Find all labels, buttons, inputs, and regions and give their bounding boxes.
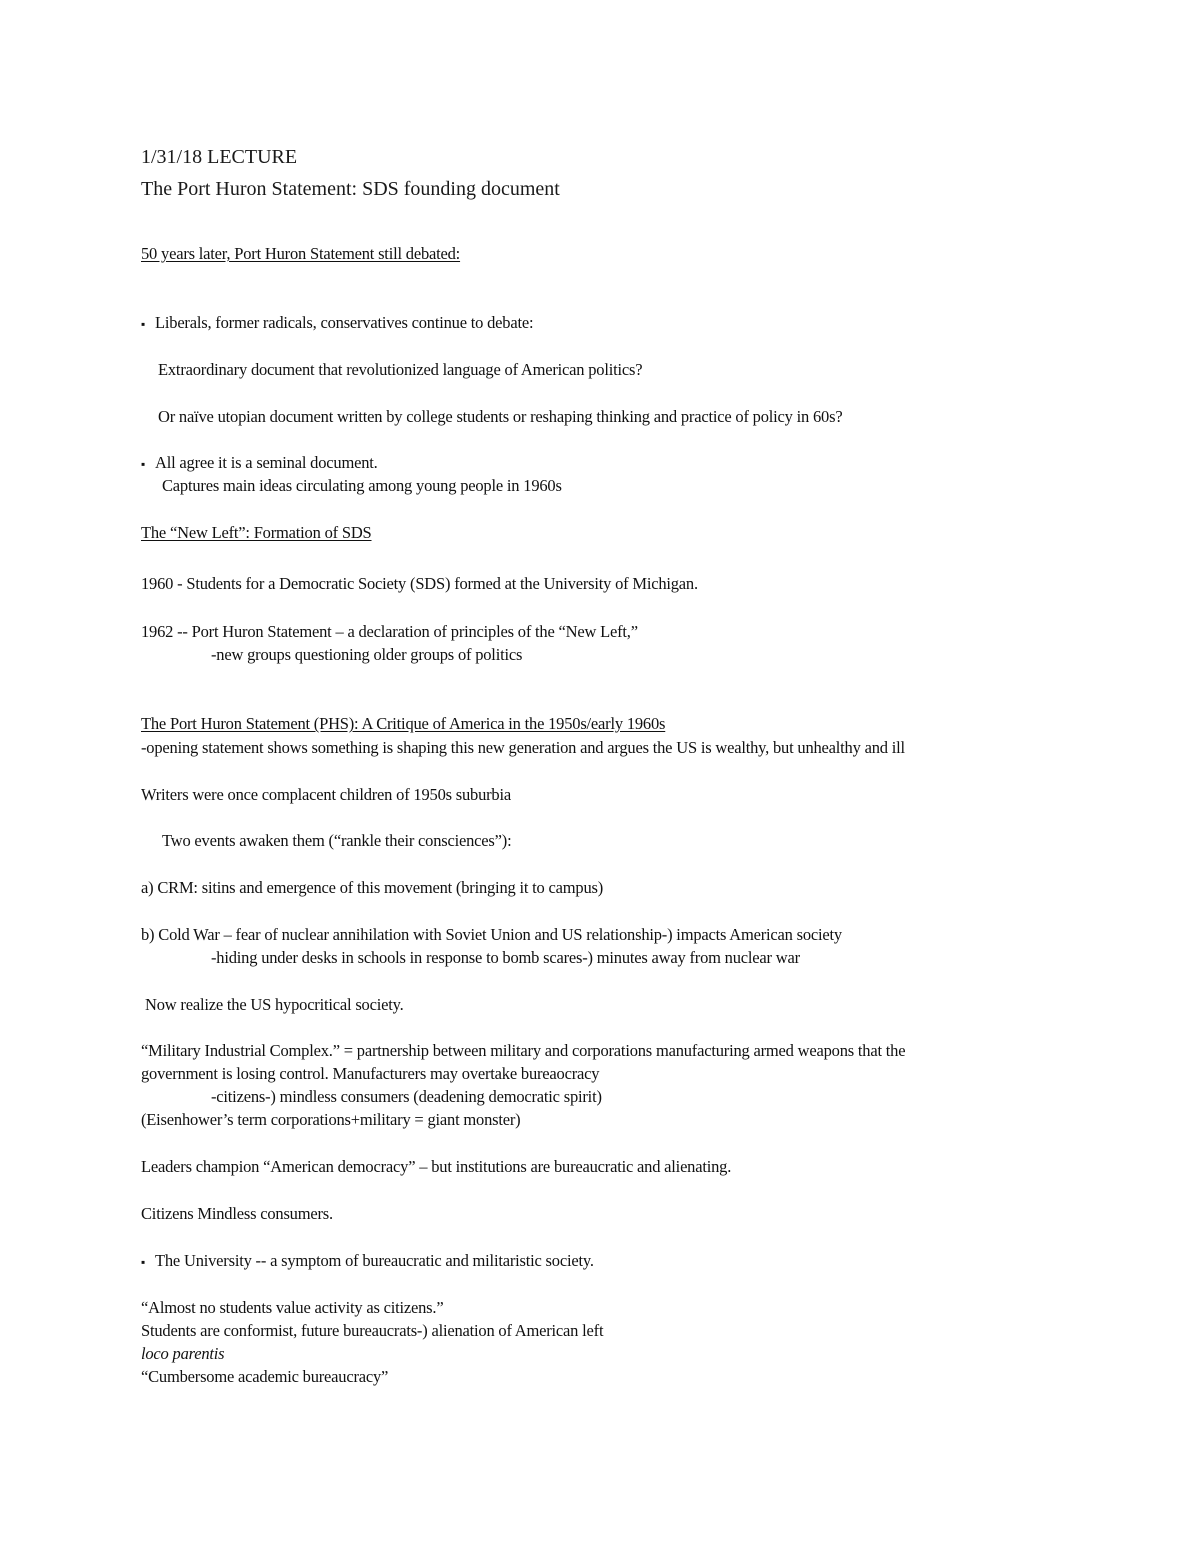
bullet-university [141, 1251, 594, 1272]
bullet-liberals [141, 313, 533, 334]
bullet-university-text: The University -- a symptom of bureaucratic and militaristic society. [155, 1251, 594, 1270]
phs-heading: The Port Huron Statement (PHS): A Critique of America in the 1950s/early 1960s [141, 714, 666, 733]
loco-parentis-line: loco parentis [141, 1344, 225, 1363]
eisenhower-line: (Eisenhower’s term corporations+military = giant monster) [141, 1110, 521, 1129]
bullet-icon: ▪ [141, 1255, 146, 1269]
writers-line: Writers were once complacent children of 1950s suburbia [141, 785, 511, 804]
bullet-all-agree [141, 453, 378, 474]
naive-line: Or naïve utopian document written by college students or reshaping thinking and practice of policy in 60s? [158, 407, 843, 426]
leaders-line: Leaders champion “American democracy” – but institutions are bureaucratic and alienating. [141, 1157, 732, 1176]
now-realize-line: Now realize the US hypocritical society. [145, 995, 404, 1014]
mic-line-1: “Military Industrial Complex.” = partnership between military and corporations manufacturing armed weapons that the [141, 1041, 906, 1060]
new-left-heading: The “New Left”: Formation of SDS [141, 523, 372, 542]
citizens-line: Citizens Mindless consumers. [141, 1204, 333, 1223]
debated-heading: 50 years later, Port Huron Statement still debated: [141, 244, 461, 263]
year-1962-line: 1962 -- Port Huron Statement – a declaration of principles of the “New Left,” [141, 622, 638, 641]
bullet-icon: ▪ [141, 317, 146, 331]
document-subtitle: The Port Huron Statement: SDS founding document [141, 178, 560, 200]
citizens-mindless-line: -citizens-) mindless consumers (deadening democratic spirit) [211, 1087, 602, 1106]
bullet-liberals-text: Liberals, former radicals, conservatives continue to debate: [155, 313, 534, 332]
two-events-line: Two events awaken them (“rankle their consciences”): [162, 831, 512, 850]
new-groups-line: -new groups questioning older groups of politics [211, 645, 523, 664]
cumbersome-line: “Cumbersome academic bureaucracy” [141, 1367, 389, 1386]
crm-line: a) CRM: sitins and emergence of this movement (bringing it to campus) [141, 878, 604, 897]
opening-statement-line: -opening statement shows something is shaping this new generation and argues the US is wealthy, but unhealthy and ill [141, 738, 905, 757]
extraordinary-line: Extraordinary document that revolutionized language of American politics? [158, 360, 643, 379]
hiding-line: -hiding under desks in schools in response to bomb scares-) minutes away from nuclear war [211, 948, 800, 967]
conformist-line: Students are conformist, future bureaucrats-) alienation of American left [141, 1321, 604, 1340]
captures-line: Captures main ideas circulating among young people in 1960s [162, 476, 562, 495]
lecture-date-heading: 1/31/18 LECTURE [141, 146, 298, 168]
mic-line-2: government is losing control. Manufacturers may overtake bureaocracy [141, 1064, 600, 1083]
bullet-all-agree-text: All agree it is a seminal document. [155, 453, 378, 472]
year-1960-line: 1960 - Students for a Democratic Society (SDS) formed at the University of Michigan. [141, 574, 698, 593]
cold-war-line: b) Cold War – fear of nuclear annihilation with Soviet Union and US relationship-) impacts American society [141, 925, 842, 944]
bullet-icon: ▪ [141, 457, 146, 471]
almost-no-students-line: “Almost no students value activity as citizens.” [141, 1298, 444, 1317]
